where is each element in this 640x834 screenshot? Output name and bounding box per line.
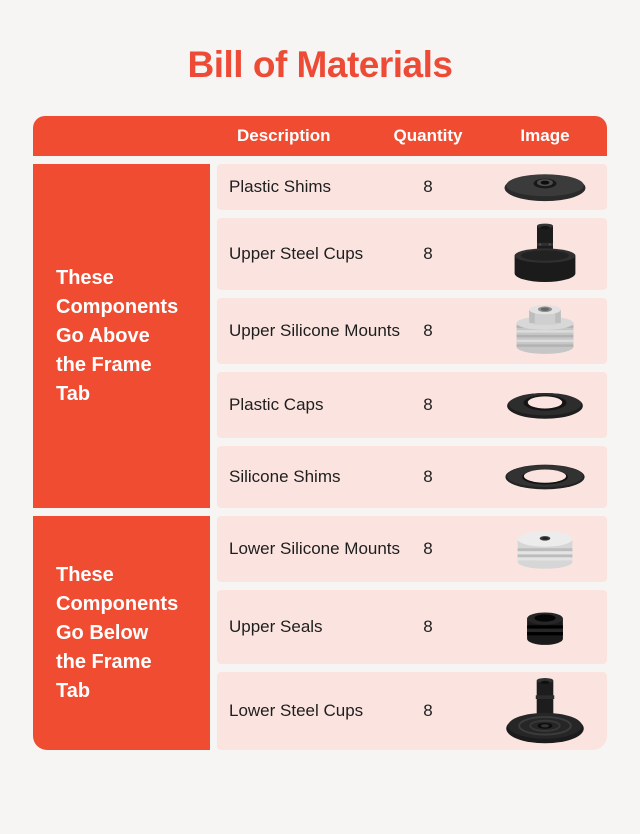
group-label-line: Go Below — [56, 621, 149, 644]
row-quantity: 8 — [423, 244, 433, 263]
table-row — [217, 590, 607, 664]
row-image-cell — [463, 386, 607, 424]
page-title: Bill of Materials — [187, 44, 453, 85]
group-label-line: These — [56, 563, 114, 586]
lower-steel-cup-photo — [496, 675, 594, 747]
group-label-line: Components — [56, 295, 179, 318]
group-label-line: Tab — [56, 679, 91, 702]
row-quantity: 8 — [423, 467, 433, 486]
upper-silicone-mount-photo — [505, 301, 585, 361]
group-label-below-frame-tab — [33, 516, 210, 750]
header-image-label: Image — [520, 126, 570, 145]
row-image-cell — [463, 171, 607, 203]
row-quantity: 8 — [423, 321, 433, 340]
group-label-line: Components — [56, 592, 179, 615]
row-quantity: 8 — [423, 539, 433, 558]
table-header-row — [33, 116, 607, 156]
row-description: Silicone Shims — [229, 467, 341, 486]
bill-of-materials-table — [33, 116, 607, 750]
table-row — [217, 372, 607, 438]
header-quantity-label: Quantity — [393, 126, 463, 145]
table-row — [217, 218, 607, 290]
upper-seal-photo — [517, 604, 573, 650]
silicone-shim-photo — [501, 461, 589, 493]
row-quantity: 8 — [423, 395, 433, 414]
row-image-cell — [463, 675, 607, 747]
plastic-shim-photo — [501, 171, 589, 203]
table-row — [217, 446, 607, 508]
group-label-line: Go Above — [56, 324, 150, 347]
row-image-cell — [463, 301, 607, 361]
group-label-line: These — [56, 266, 114, 289]
table-row — [217, 516, 607, 582]
table-row — [217, 672, 607, 750]
table-body — [33, 164, 607, 750]
row-image-cell — [463, 222, 607, 286]
group-label-line: the Frame — [56, 353, 152, 376]
group-label-line: the Frame — [56, 650, 152, 673]
row-image-cell — [463, 461, 607, 493]
row-description: Plastic Shims — [229, 177, 332, 196]
row-description: Plastic Caps — [229, 395, 324, 414]
group-label-line: Tab — [56, 382, 91, 405]
row-quantity: 8 — [423, 701, 433, 720]
table-row — [217, 164, 607, 210]
row-description: Lower Silicone Mounts — [229, 539, 401, 558]
row-quantity: 8 — [423, 177, 433, 196]
header-description-label: Description — [237, 126, 331, 145]
row-image-cell — [463, 604, 607, 650]
upper-steel-cup-photo — [504, 222, 586, 286]
group-label-column — [33, 164, 210, 750]
row-quantity: 8 — [423, 617, 433, 636]
table-row — [217, 298, 607, 364]
row-description: Upper Steel Cups — [229, 244, 364, 263]
row-description: Lower Steel Cups — [229, 701, 364, 720]
row-description: Upper Seals — [229, 617, 323, 636]
row-image-cell — [463, 522, 607, 576]
rows-column — [217, 164, 607, 750]
lower-silicone-mount-photo — [507, 522, 583, 576]
row-description: Upper Silicone Mounts — [229, 321, 401, 340]
plastic-cap-photo — [502, 386, 588, 424]
group-label-above-frame-tab — [33, 164, 210, 508]
